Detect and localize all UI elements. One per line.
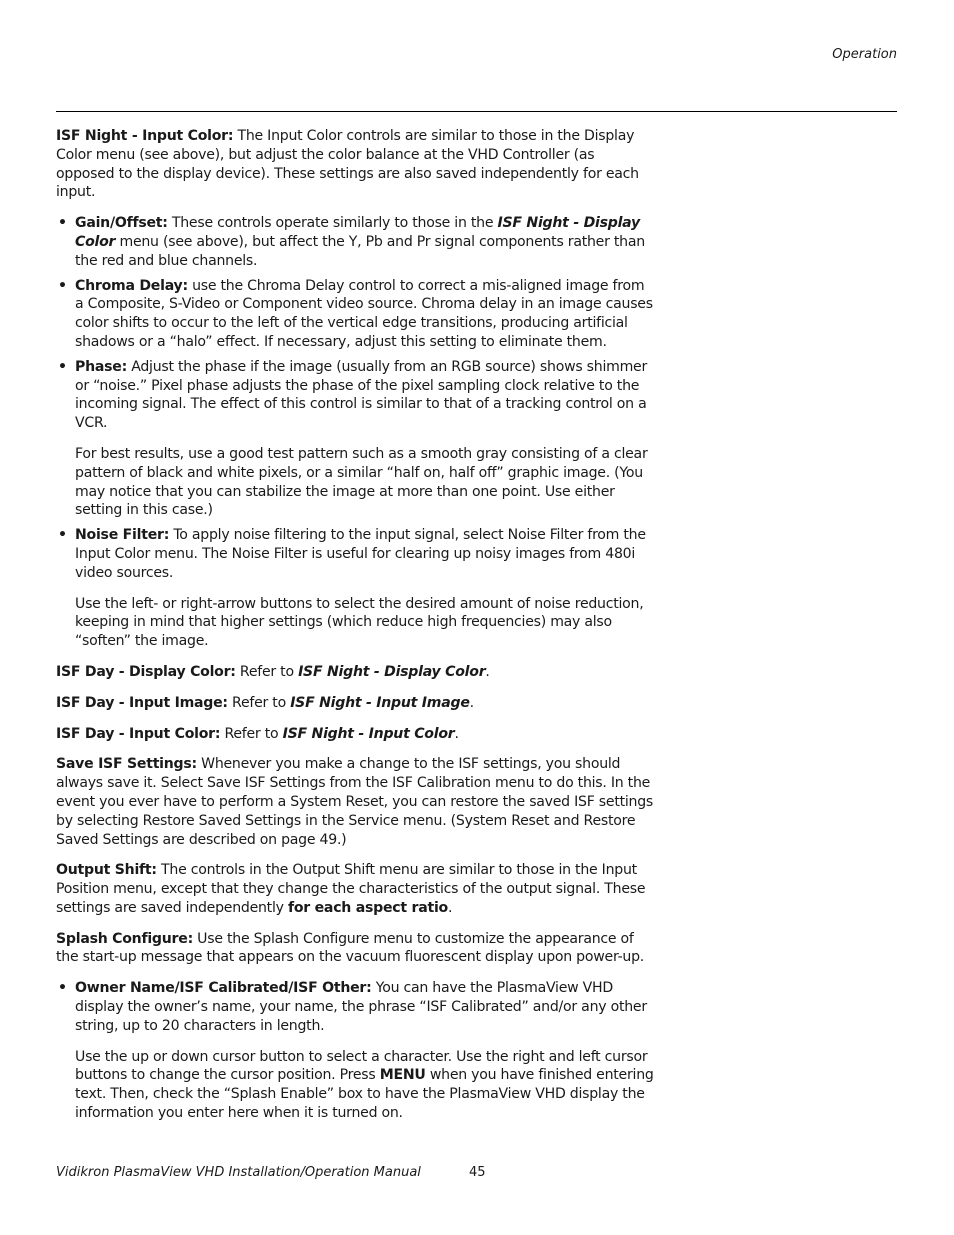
- gain-offset-item: • Gain/Offset: These controls operate similarly to those in the ISF Night - Display Color menu (see above), but affect the Y, Pb and Pr signal components rather than the red and blue channels.: [56, 214, 654, 270]
- owner-name-heading: Owner Name/ISF Calibrated/ISF Other:: [75, 980, 372, 997]
- day-color-paragraph: ISF Day - Input Color: Refer to ISF Night - Input Color.: [56, 725, 459, 742]
- chroma-delay-heading: Chroma Delay:: [75, 277, 188, 294]
- output-shift-heading: Output Shift:: [56, 862, 157, 879]
- input-color-paragraph: ISF Night - Input Color: The Input Color controls are similar to those in the Display Color menu (see above), but adjust the color balance at the VHD Controller (as opposed to the display device). These settings are also saved independently for each input.: [56, 128, 639, 201]
- page-number: 45: [469, 1165, 486, 1180]
- day-display-heading: ISF Day - Display Color:: [56, 663, 236, 680]
- owner-name-continuation: Use the up or down cursor button to select a character. Use the right and left cursor buttons to change the cursor position. Press MENU when you have finished entering text. Then, check the “Splash Enable” box to have the PlasmaView VHD display the information you enter here when it is turned on.: [75, 1048, 654, 1122]
- phase-heading: Phase:: [75, 358, 127, 375]
- noise-filter-continuation: Use the left- or right-arrow buttons to select the desired amount of noise reduction, keeping in mind that higher settings (which reduce high frequencies) may also “soften” the image.: [75, 595, 644, 650]
- owner-name-item: • Owner Name/ISF Calibrated/ISF Other: You can have the PlasmaView VHD display the owner’s name, your name, the phrase “ISF Calibrated” and/or any other string, up to 20 characters in length. Use the up or down cursor button to select a character. Use the right and left cursor buttons to change the cursor position. Press MENU when you have finished entering text. Then, check the “Splash Enable” box to have the PlasmaView VHD display the information you enter here when it is turned on.: [56, 979, 654, 1123]
- day-display-reference: ISF Night - Display Color: [298, 663, 486, 680]
- footer-title: Vidikron PlasmaView VHD Installation/Operation Manual: [56, 1165, 421, 1180]
- phase-continuation: For best results, use a good test pattern such as a smooth gray consisting of a clear pattern of black and white pixels, or a similar “half on, half off” graphic image. (You may notice that you can stabilize the image at more than one point. Use either setting in this case.): [75, 445, 648, 519]
- gain-offset-heading: Gain/Offset:: [75, 215, 168, 232]
- splash-list: [56, 979, 654, 1123]
- save-settings-heading: Save ISF Settings:: [56, 756, 197, 773]
- day-color-reference: ISF Night - Input Color: [282, 725, 455, 742]
- chroma-delay-item: • Chroma Delay: use the Chroma Delay control to correct a mis-aligned image from a Composite, S-Video or Component video source. Chroma delay in an image causes color shifts to occur to the left of the vertical edge transitions, producing artificial shadows or a “halo” effect. If necessary, adjust this setting to eliminate them.: [56, 277, 654, 352]
- output-shift-paragraph: Output Shift: The controls in the Output Shift menu are similar to those in the Input Position menu, except that they change the characteristics of the output signal. These settings are saved independently for each aspect ratio.: [56, 862, 646, 916]
- page-body: [56, 127, 654, 1135]
- day-image-heading: ISF Day - Input Image:: [56, 694, 228, 711]
- day-display-paragraph: ISF Day - Display Color: Refer to ISF Night - Display Color.: [56, 663, 490, 680]
- gain-offset-reference: ISF Night - Display Color: [75, 215, 640, 250]
- input-color-heading: ISF Night - Input Color:: [56, 128, 234, 144]
- noise-filter-item: • Noise Filter: To apply noise filtering to the input signal, select Noise Filter from the Input Color menu. The Noise Filter is useful for clearing up noisy images from 480i video sources. Use the left- or right-arrow buttons to select the desired amount of noise reduction, keeping in mind that higher settings (which reduce high frequencies) may also “soften” the image.: [56, 526, 654, 651]
- menu-keyword: MENU: [379, 1067, 426, 1084]
- running-header: Operation: [832, 47, 897, 62]
- day-color-heading: ISF Day - Input Color:: [56, 725, 221, 742]
- phase-item: • Phase: Adjust the phase if the image (usually from an RGB source) shows shimmer or “noise.” Pixel phase adjusts the phase of the pixel sampling clock relative to the incoming signal. The effect of this control is similar to that of a tracking control on a VCR. For best results, use a good test pattern such as a smooth gray consisting of a clear pattern of black and white pixels, or a similar “half on, half off” graphic image. (You may notice that you can stabilize the image at more than one point. Use either setting in this case.): [56, 358, 654, 520]
- save-settings-paragraph: Save ISF Settings: Whenever you make a change to the ISF settings, you should always save it. Select Save ISF Settings from the ISF Calibration menu to do this. In the event you ever have to perform a System Reset, you can restore the saved ISF settings by selecting Restore Saved Settings in the Service menu. (System Reset and Restore Saved Settings are described on page 49.): [56, 756, 654, 848]
- splash-configure-heading: Splash Configure:: [56, 930, 193, 947]
- noise-filter-heading: Noise Filter:: [75, 527, 170, 544]
- day-image-reference: ISF Night - Input Image: [290, 694, 470, 711]
- input-color-list: [56, 214, 654, 651]
- header-rule: [56, 111, 897, 112]
- splash-configure-paragraph: Splash Configure: Use the Splash Configure menu to customize the appearance of the start-up message that appears on the vacuum fluorescent display upon power-up.: [56, 930, 645, 966]
- day-image-paragraph: ISF Day - Input Image: Refer to ISF Night - Input Image.: [56, 694, 474, 711]
- output-shift-emphasis: for each aspect ratio: [287, 899, 448, 916]
